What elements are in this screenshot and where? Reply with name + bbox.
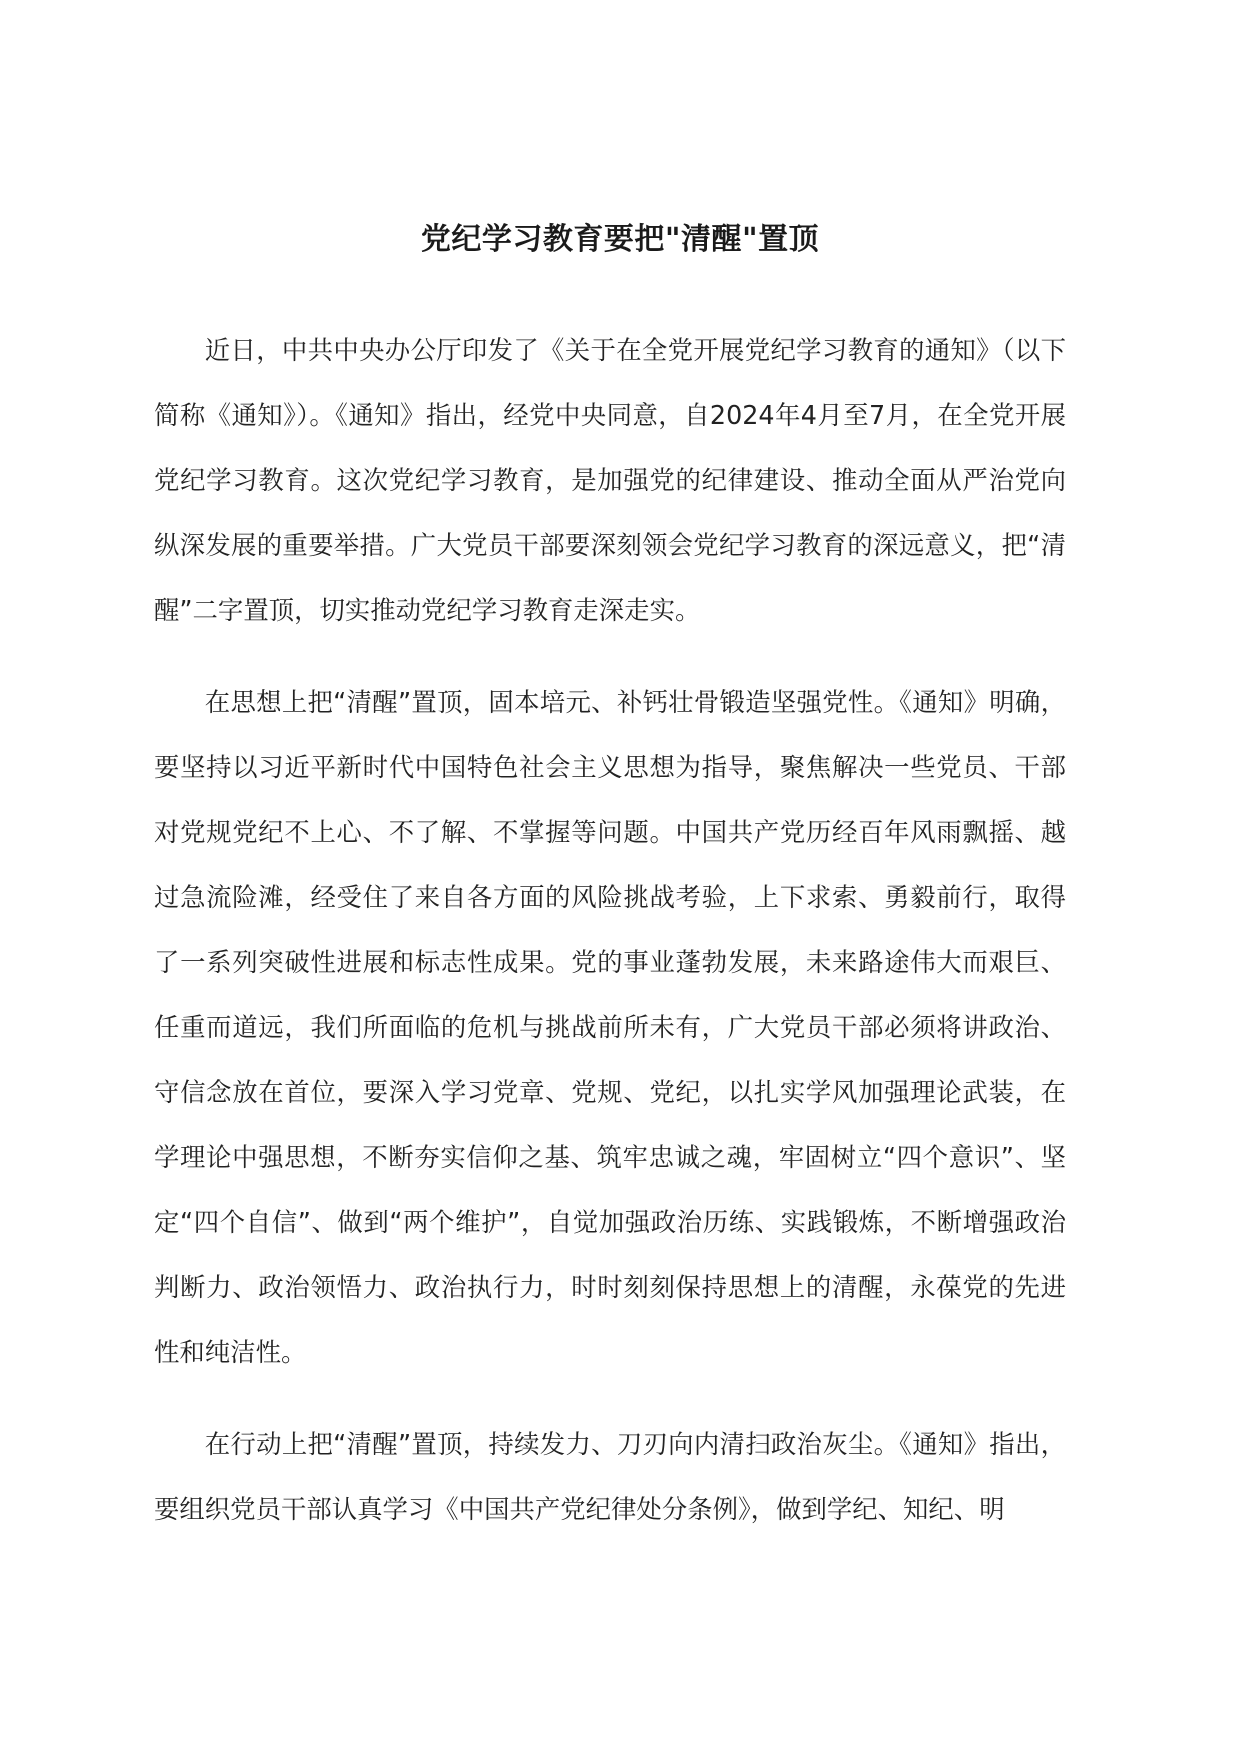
paragraph-1: 近日，中共中央办公厅印发了《关于在全党开展党纪学习教育的通知》（以下简称《通知》）。《通知》指出，经党中央同意，自2024年4月至7月，在全党开展党纪学习教育。这次党纪学习教育，是加强党的纪律建设、推动全面从严治党向纵深发展的重要举措。广大党员干部要深刻领会党纪学习教育的深远意义，把“清醒”二字置顶，切实推动党纪学习教育走深走实。 (154, 335, 1066, 625)
paragraph-3: 在行动上把“清醒”置顶，持续发力、刀刃向内清扫政治灰尘。《通知》指出，要组织党员干部认真学习《中国共产党纪律处分条例》，做到学纪、知纪、明 (154, 1429, 1066, 1524)
document-title: 党纪学习教育要把"清醒"置顶 (420, 222, 820, 257)
paragraph-2: 在思想上把“清醒”置顶，固本培元、补钙壮骨锻造坚强党性。《通知》明确，要坚持以习近平新时代中国特色社会主义思想为指导，聚焦解决一些党员、干部对党规党纪不上心、不了解、不掌握等问题。中国共产党历经百年风雨飘摇、越过急流险滩，经受住了来自各方面的风险挑战考验，上下求索、勇毅前行，取得了一系列突破性进展和标志性成果。党的事业蓬勃发展，未来路途伟大而艰巨、任重而道远，我们所面临的危机与挑战前所未有，广大党员干部必须将讲政治、守信念放在首位，要深入学习党章、党规、党纪，以扎实学风加强理论武装，在学理论中强思想，不断夯实信仰之基、筑牢忠诚之魂，牢固树立“四个意识”、坚定“四个自信”、做到“两个维护”，自觉加强政治历练、实践锻炼，不断增强政治判断力、政治领悟力、政治执行力，时时刻刻保持思想上的清醒，永葆党的先进性和纯洁性。 (154, 687, 1066, 1367)
